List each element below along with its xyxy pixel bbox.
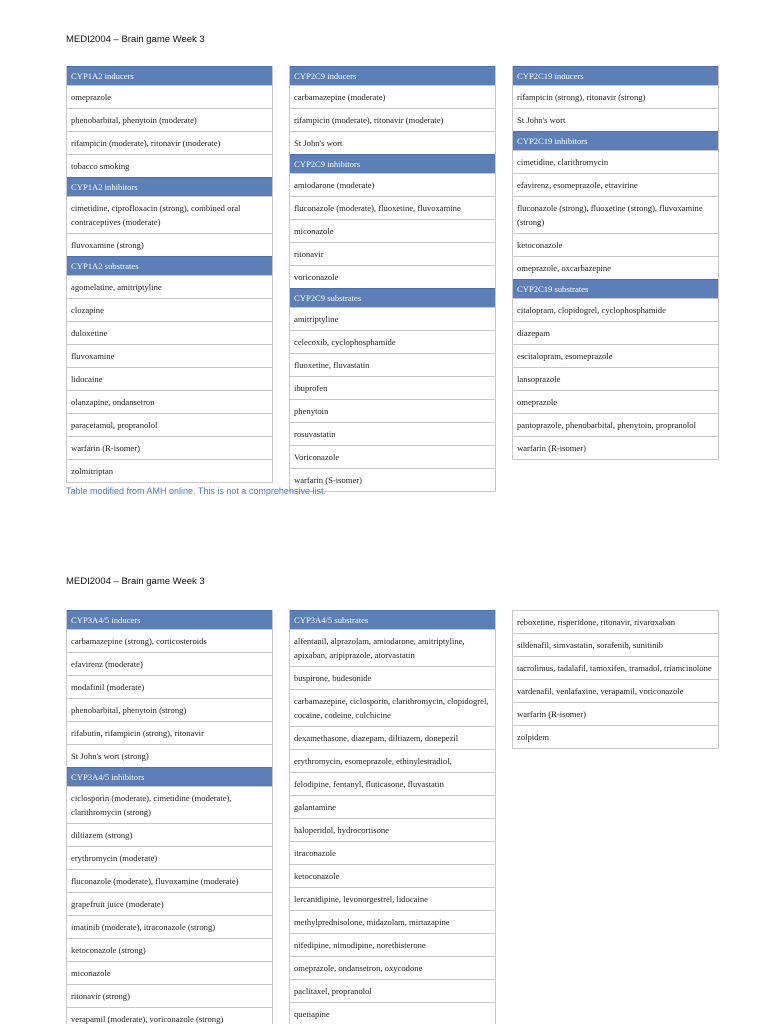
table-footnote: Table modified from AMH online. This is not a comprehensive list.: [66, 486, 326, 496]
table-row: galantamine: [290, 795, 495, 818]
table-row: modafinil (moderate): [67, 675, 272, 698]
table-row: rifampicin (strong), ritonavir (strong): [513, 85, 718, 108]
table-row: clozapine: [67, 298, 272, 321]
table-row: lercanidipine, levonorgestrel, lidocaine: [290, 887, 495, 910]
table-row: fluconazole (moderate), fluoxetine, fluvoxamine: [290, 196, 495, 219]
table-row: warfarin (R-isomer): [513, 436, 718, 459]
table-row: omeprazole: [513, 390, 718, 413]
table-row: warfarin (R-isomer): [513, 702, 718, 725]
table-row: erythromycin, esomeprazole, ethinylestradiol,: [290, 749, 495, 772]
table-row: duloxetine: [67, 321, 272, 344]
table-row: St John's wort: [290, 131, 495, 154]
table-row: carbamazepine (strong), corticosteroids: [67, 629, 272, 652]
table-row: rifabutin, rifampicin (strong), ritonavir: [67, 721, 272, 744]
table-header: CYP1A2 substrates: [67, 256, 272, 275]
table-row: citalopram, clopidogrel, cyclophosphamide: [513, 298, 718, 321]
table-row: imatinib (moderate), itraconazole (strong): [67, 915, 272, 938]
table-header: CYP2C19 substrates: [513, 279, 718, 298]
table-row: alfentanil, alprazolam, amiodarone, amitriptyline, apixaban, aripiprazole, atorvastatin: [290, 629, 495, 666]
table-row: vardenafil, venlafaxine, verapamil, voriconazole: [513, 679, 718, 702]
table-row: fluvoxamine: [67, 344, 272, 367]
table-row: grapefruit juice (moderate): [67, 892, 272, 915]
table-row: tobacco smoking: [67, 154, 272, 177]
table-row: sildenafil, simvastatin, sorafenib, sunitinib: [513, 633, 718, 656]
table-row: methylprednisolone, midazolam, mirtazapine: [290, 910, 495, 933]
table-header: CYP3A4/5 inhibitors: [67, 767, 272, 786]
table-row: fluvoxamine (strong): [67, 233, 272, 256]
table-header: CYP2C9 inducers: [290, 66, 495, 85]
table-row: rifampicin (moderate), ritonavir (moderate): [290, 108, 495, 131]
table-row: escitalopram, esomeprazole: [513, 344, 718, 367]
table-row: rosuvastatin: [290, 422, 495, 445]
table-row: lidocaine: [67, 367, 272, 390]
table-row: agomelatine, amitriptyline: [67, 275, 272, 298]
table-row: paracetamol, propranolol: [67, 413, 272, 436]
table-row: Voriconazole: [290, 445, 495, 468]
table-row: St John's wort (strong): [67, 744, 272, 767]
table-row: haloperidol, hydrocortisone: [290, 818, 495, 841]
table-row: ketoconazole: [290, 864, 495, 887]
table-row: rifampicin (moderate), ritonavir (moderate): [67, 131, 272, 154]
table-row: reboxetine, risperidone, ritonavir, rivaroxaban: [513, 610, 718, 633]
table-row: ritonavir: [290, 242, 495, 265]
table-row: zolmitriptan: [67, 459, 272, 482]
table-row: omeprazole, oxcarbazepine: [513, 256, 718, 279]
table-header: CYP1A2 inducers: [67, 66, 272, 85]
table-row: fluoxetine, fluvastatin: [290, 353, 495, 376]
table-row: felodipine, fentanyl, fluticasone, fluvastatin: [290, 772, 495, 795]
cyp2c19-table: [512, 66, 719, 460]
table-row: efavirenz (moderate): [67, 652, 272, 675]
table-row: paclitaxel, propranolol: [290, 979, 495, 1002]
cyp3a4-inducers-inhibitors-table: [66, 610, 273, 1024]
table-row: miconazole: [290, 219, 495, 242]
table-row: lansoprazole: [513, 367, 718, 390]
cyp1a2-table: [66, 66, 273, 483]
table-row: olanzapine, ondansetron: [67, 390, 272, 413]
table-row: omeprazole, ondansetron, oxycodone: [290, 956, 495, 979]
cyp3a4-substrates-continued-table: [512, 610, 719, 749]
table-row: warfarin (S-isomer): [290, 468, 495, 491]
page-title-2: MEDI2004 – Brain game Week 3: [66, 576, 205, 587]
table-header: CYP3A4/5 inducers: [67, 610, 272, 629]
page-title-1: MEDI2004 – Brain game Week 3: [66, 34, 205, 45]
table-row: warfarin (R-isomer): [67, 436, 272, 459]
table-row: ketoconazole: [513, 233, 718, 256]
table-row: efavirenz, esomeprazole, etravirine: [513, 173, 718, 196]
table-row: St John's wort: [513, 108, 718, 131]
table-row: itraconazole: [290, 841, 495, 864]
cyp3a4-substrates-table: [289, 610, 496, 1024]
table-row: cimetidine, clarithromycin: [513, 150, 718, 173]
table-row: pantoprazole, phenobarbital, phenytoin, propranolol: [513, 413, 718, 436]
table-header: CYP2C19 inhibitors: [513, 131, 718, 150]
table-row: tacrolimus, tadalafil, tamoxifen, tramadol, triamcinolone: [513, 656, 718, 679]
table-row: miconazole: [67, 961, 272, 984]
table-row: carbamazepine, ciclosporin, clarithromycin, clopidogrel, cocaine, codeine, colchicine: [290, 689, 495, 726]
table-row: dexamethasone, diazepam, diltiazem, donepezil: [290, 726, 495, 749]
table-row: buspirone, budesonide: [290, 666, 495, 689]
cyp2c9-table: [289, 66, 496, 492]
table-row: phenobarbital, phenytoin (moderate): [67, 108, 272, 131]
table-header: CYP2C9 substrates: [290, 288, 495, 307]
table-row: ketoconazole (strong): [67, 938, 272, 961]
table-row: fluconazole (strong), fluoxetine (strong), fluvoxamine (strong): [513, 196, 718, 233]
table-row: carbamazepine (moderate): [290, 85, 495, 108]
table-row: ciclosporin (moderate), cimetidine (moderate), clarithromycin (strong): [67, 786, 272, 823]
table-row: voriconazole: [290, 265, 495, 288]
table-row: ibuprofen: [290, 376, 495, 399]
table-row: verapamil (moderate), voriconazole (strong): [67, 1007, 272, 1024]
table-header: CYP1A2 inhibitors: [67, 177, 272, 196]
table-row: zolpidem: [513, 725, 718, 748]
table-header: CYP2C19 inducers: [513, 66, 718, 85]
table-row: erythromycin (moderate): [67, 846, 272, 869]
table-row: ritonavir (strong): [67, 984, 272, 1007]
table-row: fluconazole (moderate), fluvoxamine (moderate): [67, 869, 272, 892]
table-header: CYP3A4/5 substrates: [290, 610, 495, 629]
table-row: quetiapine: [290, 1002, 495, 1024]
table-header: CYP2C9 inhibitors: [290, 154, 495, 173]
table-row: celecoxib, cyclophosphamide: [290, 330, 495, 353]
table-row: cimetidine, ciprofloxacin (strong), combined oral contraceptives (moderate): [67, 196, 272, 233]
table-row: diazepam: [513, 321, 718, 344]
table-row: diltiazem (strong): [67, 823, 272, 846]
table-row: phenobarbital, phenytoin (strong): [67, 698, 272, 721]
table-row: phenytoin: [290, 399, 495, 422]
table-row: amitriptyline: [290, 307, 495, 330]
table-row: nifedipine, nimodipine, norethisterone: [290, 933, 495, 956]
table-row: amiodarone (moderate): [290, 173, 495, 196]
table-row: omeprazole: [67, 85, 272, 108]
